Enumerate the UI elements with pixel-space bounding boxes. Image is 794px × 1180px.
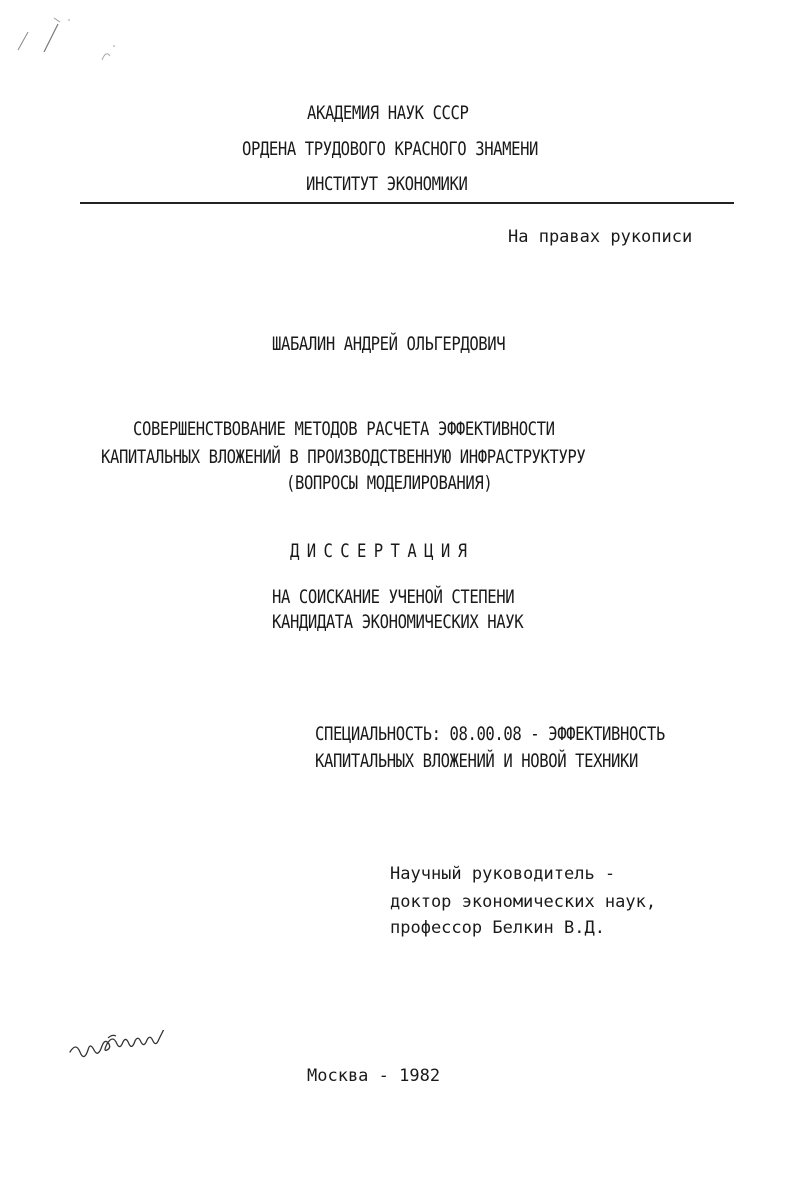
- header-divider: [80, 202, 734, 204]
- specialty-line-2: КАПИТАЛЬНЫХ ВЛОЖЕНИЙ И НОВОЙ ТЕХНИКИ: [315, 750, 638, 772]
- title-line-1: СОВЕРШЕНСТВОВАНИЕ МЕТОДОВ РАСЧЕТА ЭФФЕКТИВНОСТИ: [133, 418, 555, 440]
- handwritten-signature: [68, 1030, 208, 1070]
- degree-line-2: КАНДИДАТА ЭКОНОМИЧЕСКИХ НАУК: [272, 611, 524, 633]
- header-academy: АКАДЕМИЯ НАУК СССР: [307, 102, 469, 124]
- degree-line-1: НА СОИСКАНИЕ УЧЕНОЙ СТЕПЕНИ: [272, 586, 515, 608]
- place-year: Москва - 1982: [307, 1066, 441, 1086]
- rights-note: На правах рукописи: [508, 227, 693, 247]
- pen-marks-icon: [14, 10, 134, 70]
- supervisor-line-2: доктор экономических наук,: [390, 892, 657, 912]
- supervisor-line-1: Научный руководитель -: [390, 864, 616, 884]
- title-line-3: (ВОПРОСЫ МОДЕЛИРОВАНИЯ): [286, 472, 493, 494]
- title-line-2: КАПИТАЛЬНЫХ ВЛОЖЕНИЙ В ПРОИЗВОДСТВЕННУЮ ИНФРАСТРУКТУРУ: [101, 446, 586, 468]
- document-type: ДИССЕРТАЦИЯ: [290, 540, 475, 562]
- author-name: ШАБАЛИН АНДРЕЙ ОЛЬГЕРДОВИЧ: [272, 333, 506, 355]
- header-order: ОРДЕНА ТРУДОВОГО КРАСНОГО ЗНАМЕНИ: [242, 138, 539, 160]
- header-institute: ИНСТИТУТ ЭКОНОМИКИ: [306, 173, 468, 195]
- specialty-line-1: СПЕЦИАЛЬНОСТЬ: 08.00.08 - ЭФФЕКТИВНОСТЬ: [315, 723, 665, 745]
- supervisor-line-3: профессор Белкин В.Д.: [390, 918, 605, 938]
